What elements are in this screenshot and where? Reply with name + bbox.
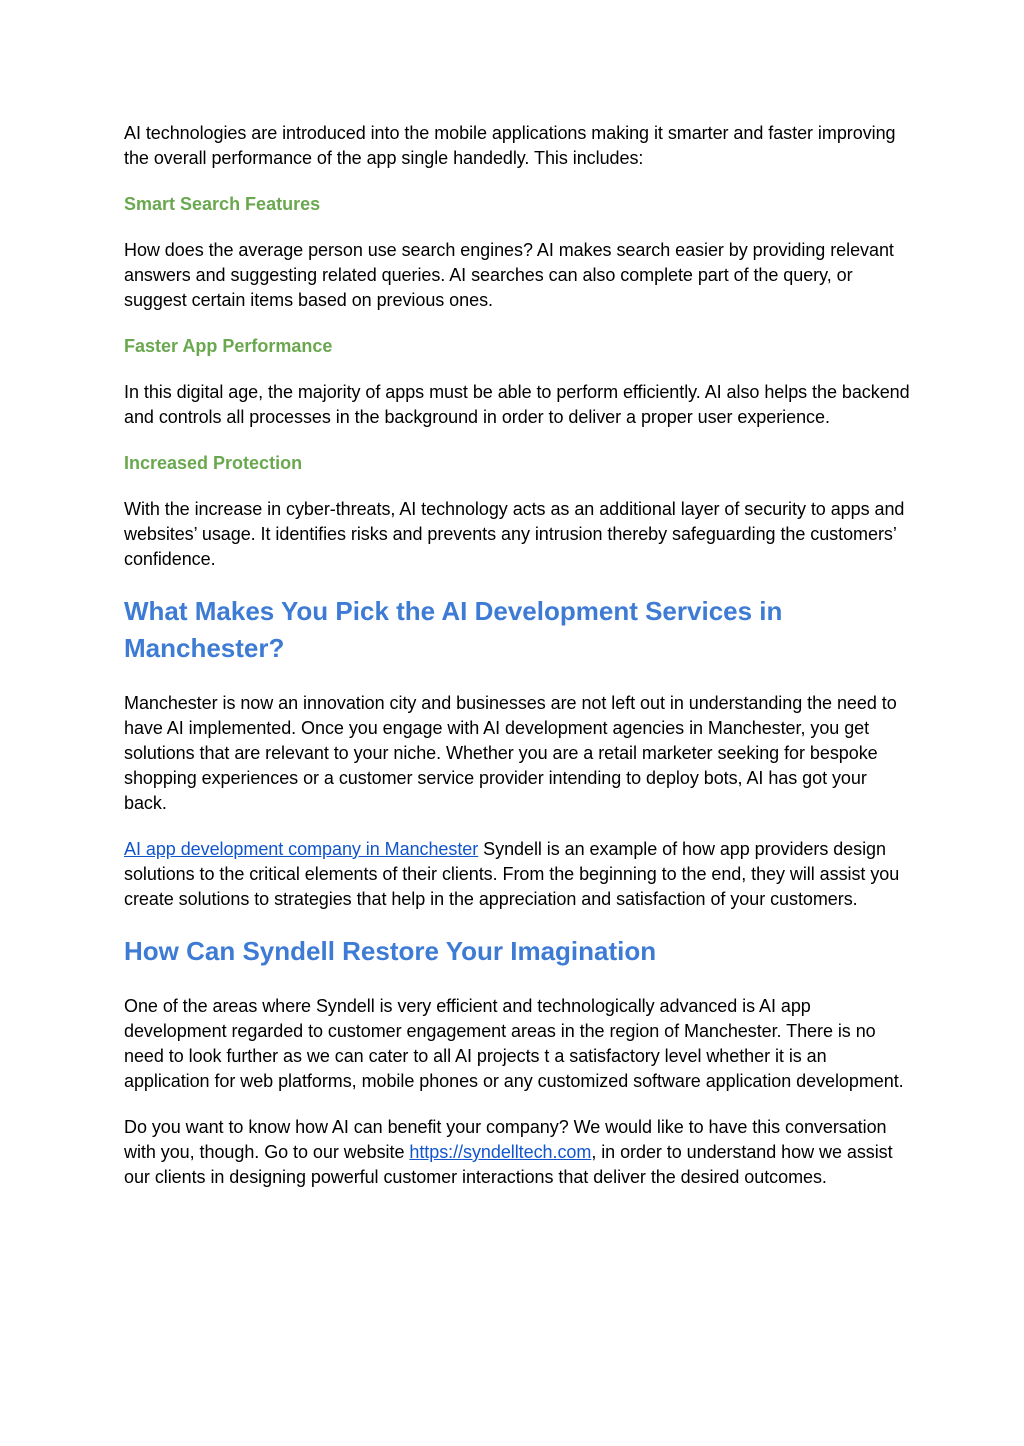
subheading-faster-performance: Faster App Performance: [124, 336, 333, 356]
smart-search-paragraph: How does the average person use search engines? AI makes search easier by providing relevant answers and suggesting related queries. AI searches can also complete part of the query, or suggest certain items based on previous ones.: [124, 240, 894, 310]
manchester-paragraph-1: Manchester is now an innovation city and businesses are not left out in understanding the need to have AI implemented. Once you engage with AI development agencies in Manchester, you get solutions that are relevant to your niche. Whether you are a retail marketer seeking for bespoke shopping experiences or a customer service provider intending to deploy bots, AI has got your back.: [124, 693, 897, 813]
syndell-paragraph-2: [124, 1115, 914, 1190]
increased-protection-paragraph: With the increase in cyber-threats, AI technology acts as an additional layer of security to apps and websites’ usage. It identifies risks and prevents any intrusion thereby safeguarding the customers’ confidence.: [124, 499, 905, 569]
heading-manchester: What Makes You Pick the AI Development Services in Manchester?: [124, 596, 783, 663]
subheading-increased-protection: Increased Protection: [124, 453, 303, 473]
syndell-paragraph-1: One of the areas where Syndell is very efficient and technologically advanced is AI app development regarded to customer engagement areas in the region of Manchester. There is no need to look further as we can cater to all AI projects t a satisfactory level whether it is an application for web platforms, mobile phones or any customized software application development.: [124, 996, 904, 1091]
ai-app-development-link[interactable]: AI app development company in Manchester: [124, 839, 479, 859]
heading-syndell: How Can Syndell Restore Your Imagination: [124, 936, 657, 966]
syndelltech-website-link[interactable]: https://syndelltech.com: [409, 1142, 592, 1162]
faster-performance-paragraph: In this digital age, the majority of apps must be able to perform efficiently. AI also helps the backend and controls all processes in the background in order to deliver a proper user experience.: [124, 382, 910, 427]
syndell-paragraph-2-before: Do you want to know how AI can benefit your company? We would like to have this conversation with you, though. Go to our website: [124, 1117, 887, 1162]
syndell-paragraph-2-after: , in order to understand how we assist our clients in designing powerful customer interactions that deliver the desired outcomes.: [124, 1142, 893, 1187]
subheading-smart-search: Smart Search Features: [124, 194, 321, 214]
document-page: [124, 121, 914, 1190]
intro-paragraph: AI technologies are introduced into the mobile applications making it smarter and faster improving the overall performance of the app single handedly. This includes:: [124, 123, 896, 168]
manchester-paragraph-2: [124, 837, 914, 912]
manchester-paragraph-2-text: Syndell is an example of how app providers design solutions to the critical elements of their clients. From the beginning to the end, they will assist you create solutions to strategies that help in the appreciation and satisfaction of your customers.: [124, 839, 900, 909]
